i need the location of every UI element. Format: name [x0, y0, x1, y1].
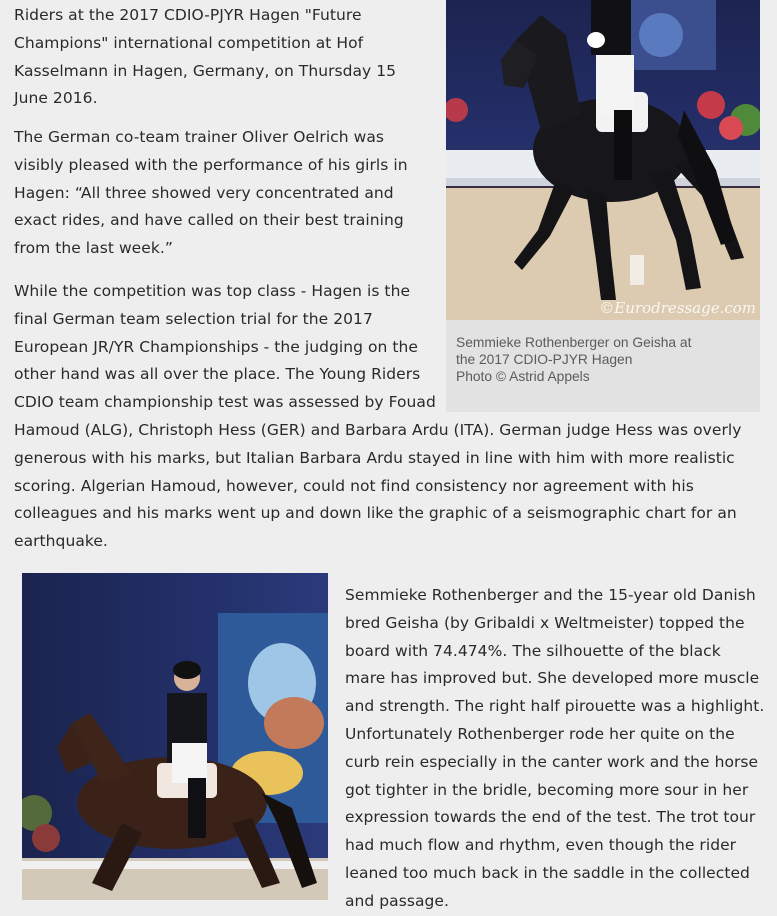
caption-line: the 2017 CDIO-PJYR Hagen — [456, 352, 633, 367]
photo-rider-bay-horse — [22, 573, 328, 900]
photo-rothenberger-geisha — [446, 0, 760, 320]
caption-line: Semmieke Rothenberger on Geisha at — [456, 335, 692, 350]
article-paragraph: The German co-team trainer Oliver Oelrich was visibly pleased with the performance of his girls in Hagen: “All three showed very concentrated and exact rides, and have called on their best training from the last week.” — [14, 128, 408, 258]
article-paragraph: Riders at the 2017 CDIO-PJYR Hagen "Future Champions" international competition at Hof Kasselmann in Hagen, Germany, on Thursday 15 June 2016. — [14, 6, 397, 108]
figure-float-spacer — [437, 278, 759, 415]
article-paragraph: Semmieke Rothenberger and the 15-year old Danish bred Geisha (by Gribaldi x Weltmeister) topped the board with 74.474%. The silhouette of the black mare has improved but. She developed more muscle and strength. The right half pirouette was a highlight. Unfortunately Rothenberger rode her quite on the curb rein especially in the canter work and the horse got tighter in the bridle, becoming more sour in her expression towards the end of the test. The trot tour had much flow and rhythm, even though the rider leaned too much back in the saddle in the collected and passage. — [345, 586, 765, 910]
article-paragraph — [14, 278, 759, 556]
caption-line: Photo © Astrid Appels — [456, 369, 590, 384]
article-paragraph-text: While the competition was top class - Hagen is the final German team selection trial for the 2017 European JR/YR Championships - the judging on the other hand was all over the place. The Young Riders CDIO team championship test was assessed by Fouad Hamoud (ALG), Christoph Hess (GER) and Barbara Ardu (ITA). German judge Hess was overly generous with his marks, but Italian Barbara Ardu stayed in line with him with more realistic scoring. Algerian Hamoud, however, could not find consistency nor agreement with his colleagues and his marks went up and down like the graphic of a seismographic chart for an earthquake. — [14, 282, 742, 551]
photo-watermark: ©Eurodressage.com — [599, 299, 756, 317]
